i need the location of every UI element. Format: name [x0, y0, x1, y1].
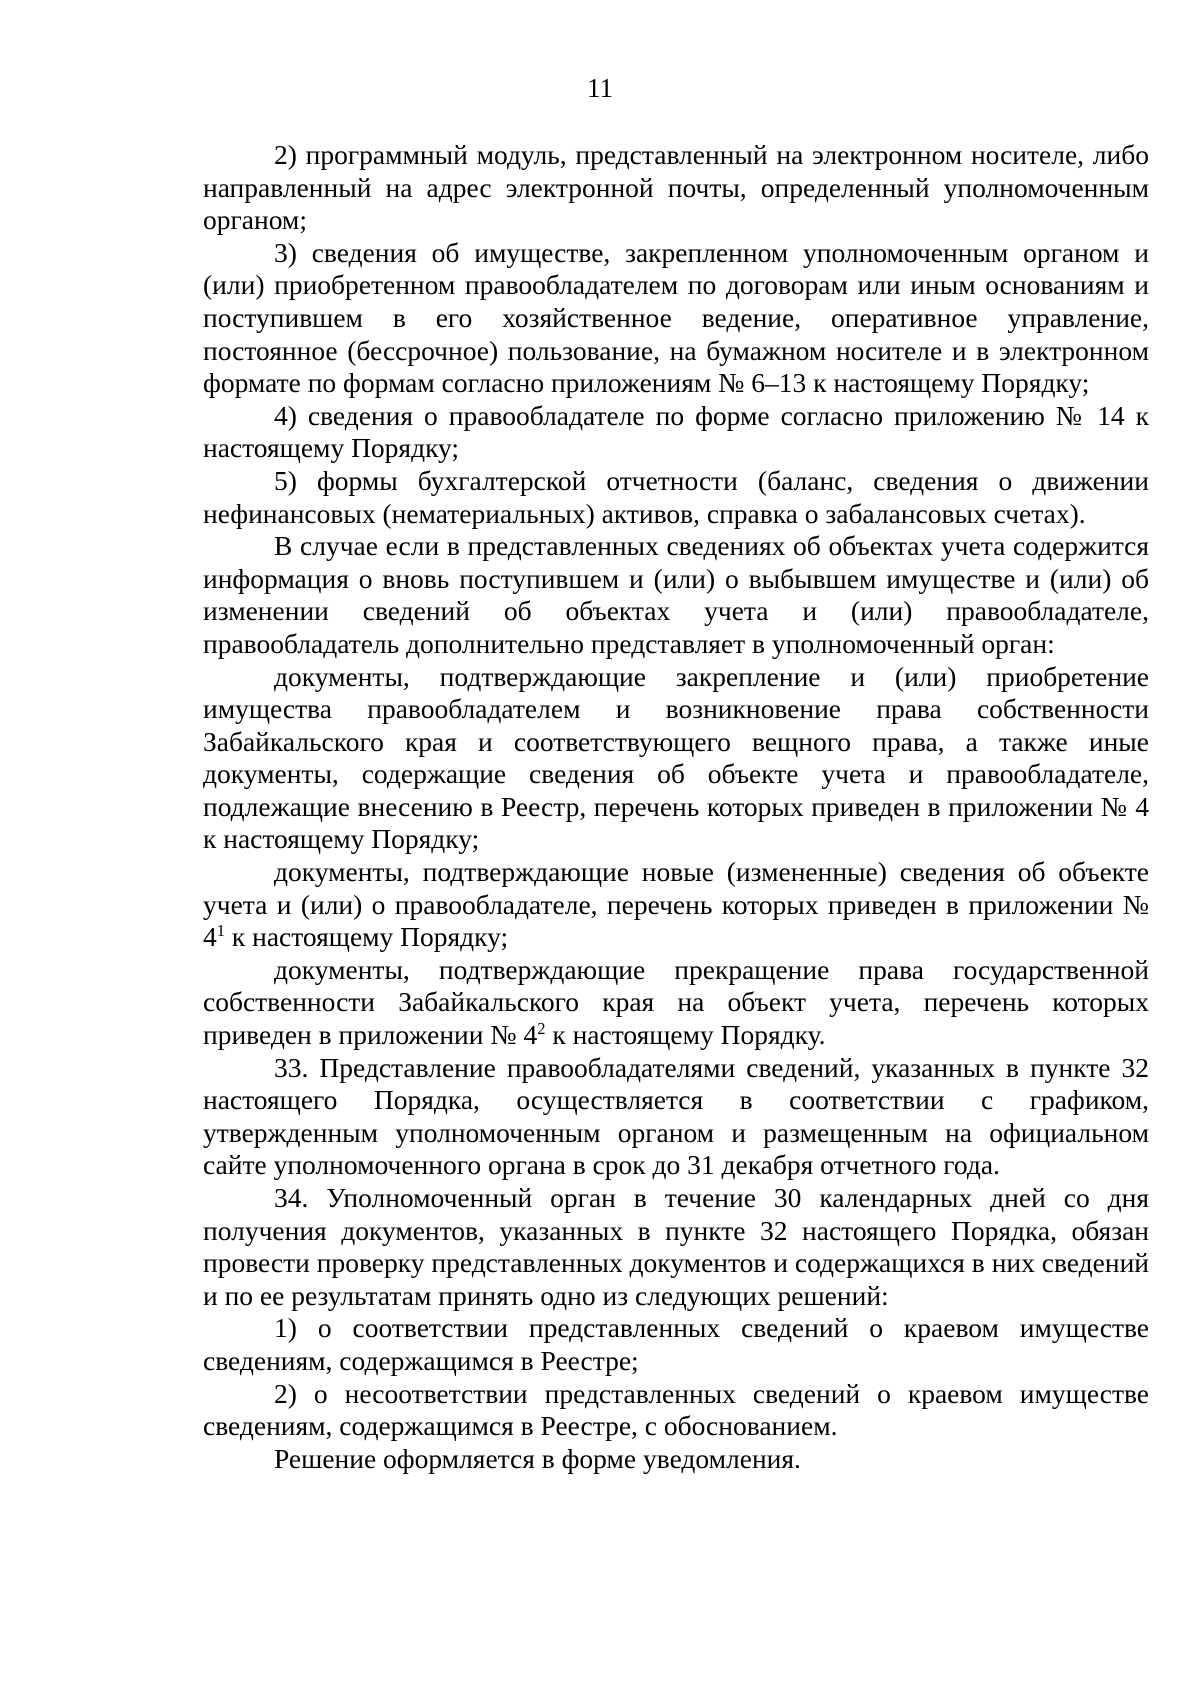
paragraph-clause-33: 33. Представление правообладателями сведений, указанных в пункте 32 настоящего Порядка, осуществляется в соответствии с графиком, утвержденным уполномоченным органом и размещенным на официальном сайте уполномоченного органа в срок до 31 декабря отчетного года.: [203, 1051, 1149, 1181]
paragraph-additional-documents-intro: В случае если в представленных сведениях об объектах учета содержится информация о вновь поступившем и (или) о выбывшем имуществе и (или) об изменении сведений об объектах учета и (или) правообладателе, правообладатель дополнительно представляет в уполномоченный орган:: [203, 530, 1149, 659]
superscript: 2: [537, 1018, 546, 1038]
paragraph-text: к настоящему Порядку;: [225, 921, 509, 953]
paragraph-decision-1: 1) о соответствии представленных сведений о краевом имуществе сведениям, содержащимся в Реестре;: [203, 1312, 1149, 1376]
paragraph-decision-2: 2) о несоответствии представленных сведений о краевом имуществе сведениям, содержащимся в Реестре, с обоснованием.: [203, 1377, 1149, 1442]
paragraph-item-5: 5) формы бухгалтерской отчетности (баланс, сведения о движении нефинансовых (нематериальных) активов, справка о забалансовых счетах).: [203, 464, 1149, 529]
paragraph-documents-changed-info: [203, 856, 1149, 954]
paragraph-documents-termination: [203, 954, 1149, 1052]
paragraph-clause-34: 34. Уполномоченный орган в течение 30 календарных дней со дня получения документов, указанных в пункте 32 настоящего Порядка, обязан провести проверку представленных документов и содержащихся в них сведений и по ее результатам принять одно из следующих решений:: [203, 1182, 1149, 1311]
paragraph-decision-form: Решение оформляется в форме уведомления.: [274, 1442, 801, 1474]
paragraph-item-3: 3) сведения об имуществе, закрепленном уполномоченным органом и (или) приобретенном правообладателем по договорам или иным основаниям и поступившем в его хозяйственное ведение, оперативное управление, постоянное (бессрочное) пользование, на бумажном носителе и в электронном формате по формам согласно приложениям № 6–13 к настоящему Порядку;: [203, 236, 1149, 399]
paragraph-documents-ownership: документы, подтверждающие закрепление и (или) приобретение имущества правообладателем и возникновение права собственности Забайкальского края и соответствующего вещного права, а также иные документы, содержащие сведения об объекте учета и правообладателе, подлежащие внесению в Реестр, перечень которых приведен в приложении № 4 к настоящему Порядку;: [203, 660, 1149, 855]
paragraph-text: к настоящему Порядку.: [545, 1019, 826, 1051]
paragraph-text: документы, подтверждающие прекращение права государственной собственности Забайкальского края на объект учета, перечень которых приведен в приложении № 4: [203, 953, 1149, 1051]
paragraph-item-4: 4) сведения о правообладателе по форме согласно приложению № 14 к настоящему Порядку;: [203, 399, 1149, 464]
document-body: [203, 139, 1149, 1475]
paragraph-item-2: 2) программный модуль, представленный на электронном носителе, либо направленный на адрес электронной почты, определенный уполномоченным органом;: [203, 139, 1149, 236]
superscript: 1: [216, 921, 225, 941]
paragraph-text: документы, подтверждающие новые (измененные) сведения об объекте учета и (или) о правообладателе, перечень которых приведен в приложении № 4: [203, 856, 1149, 953]
page-number: 11: [587, 73, 613, 103]
